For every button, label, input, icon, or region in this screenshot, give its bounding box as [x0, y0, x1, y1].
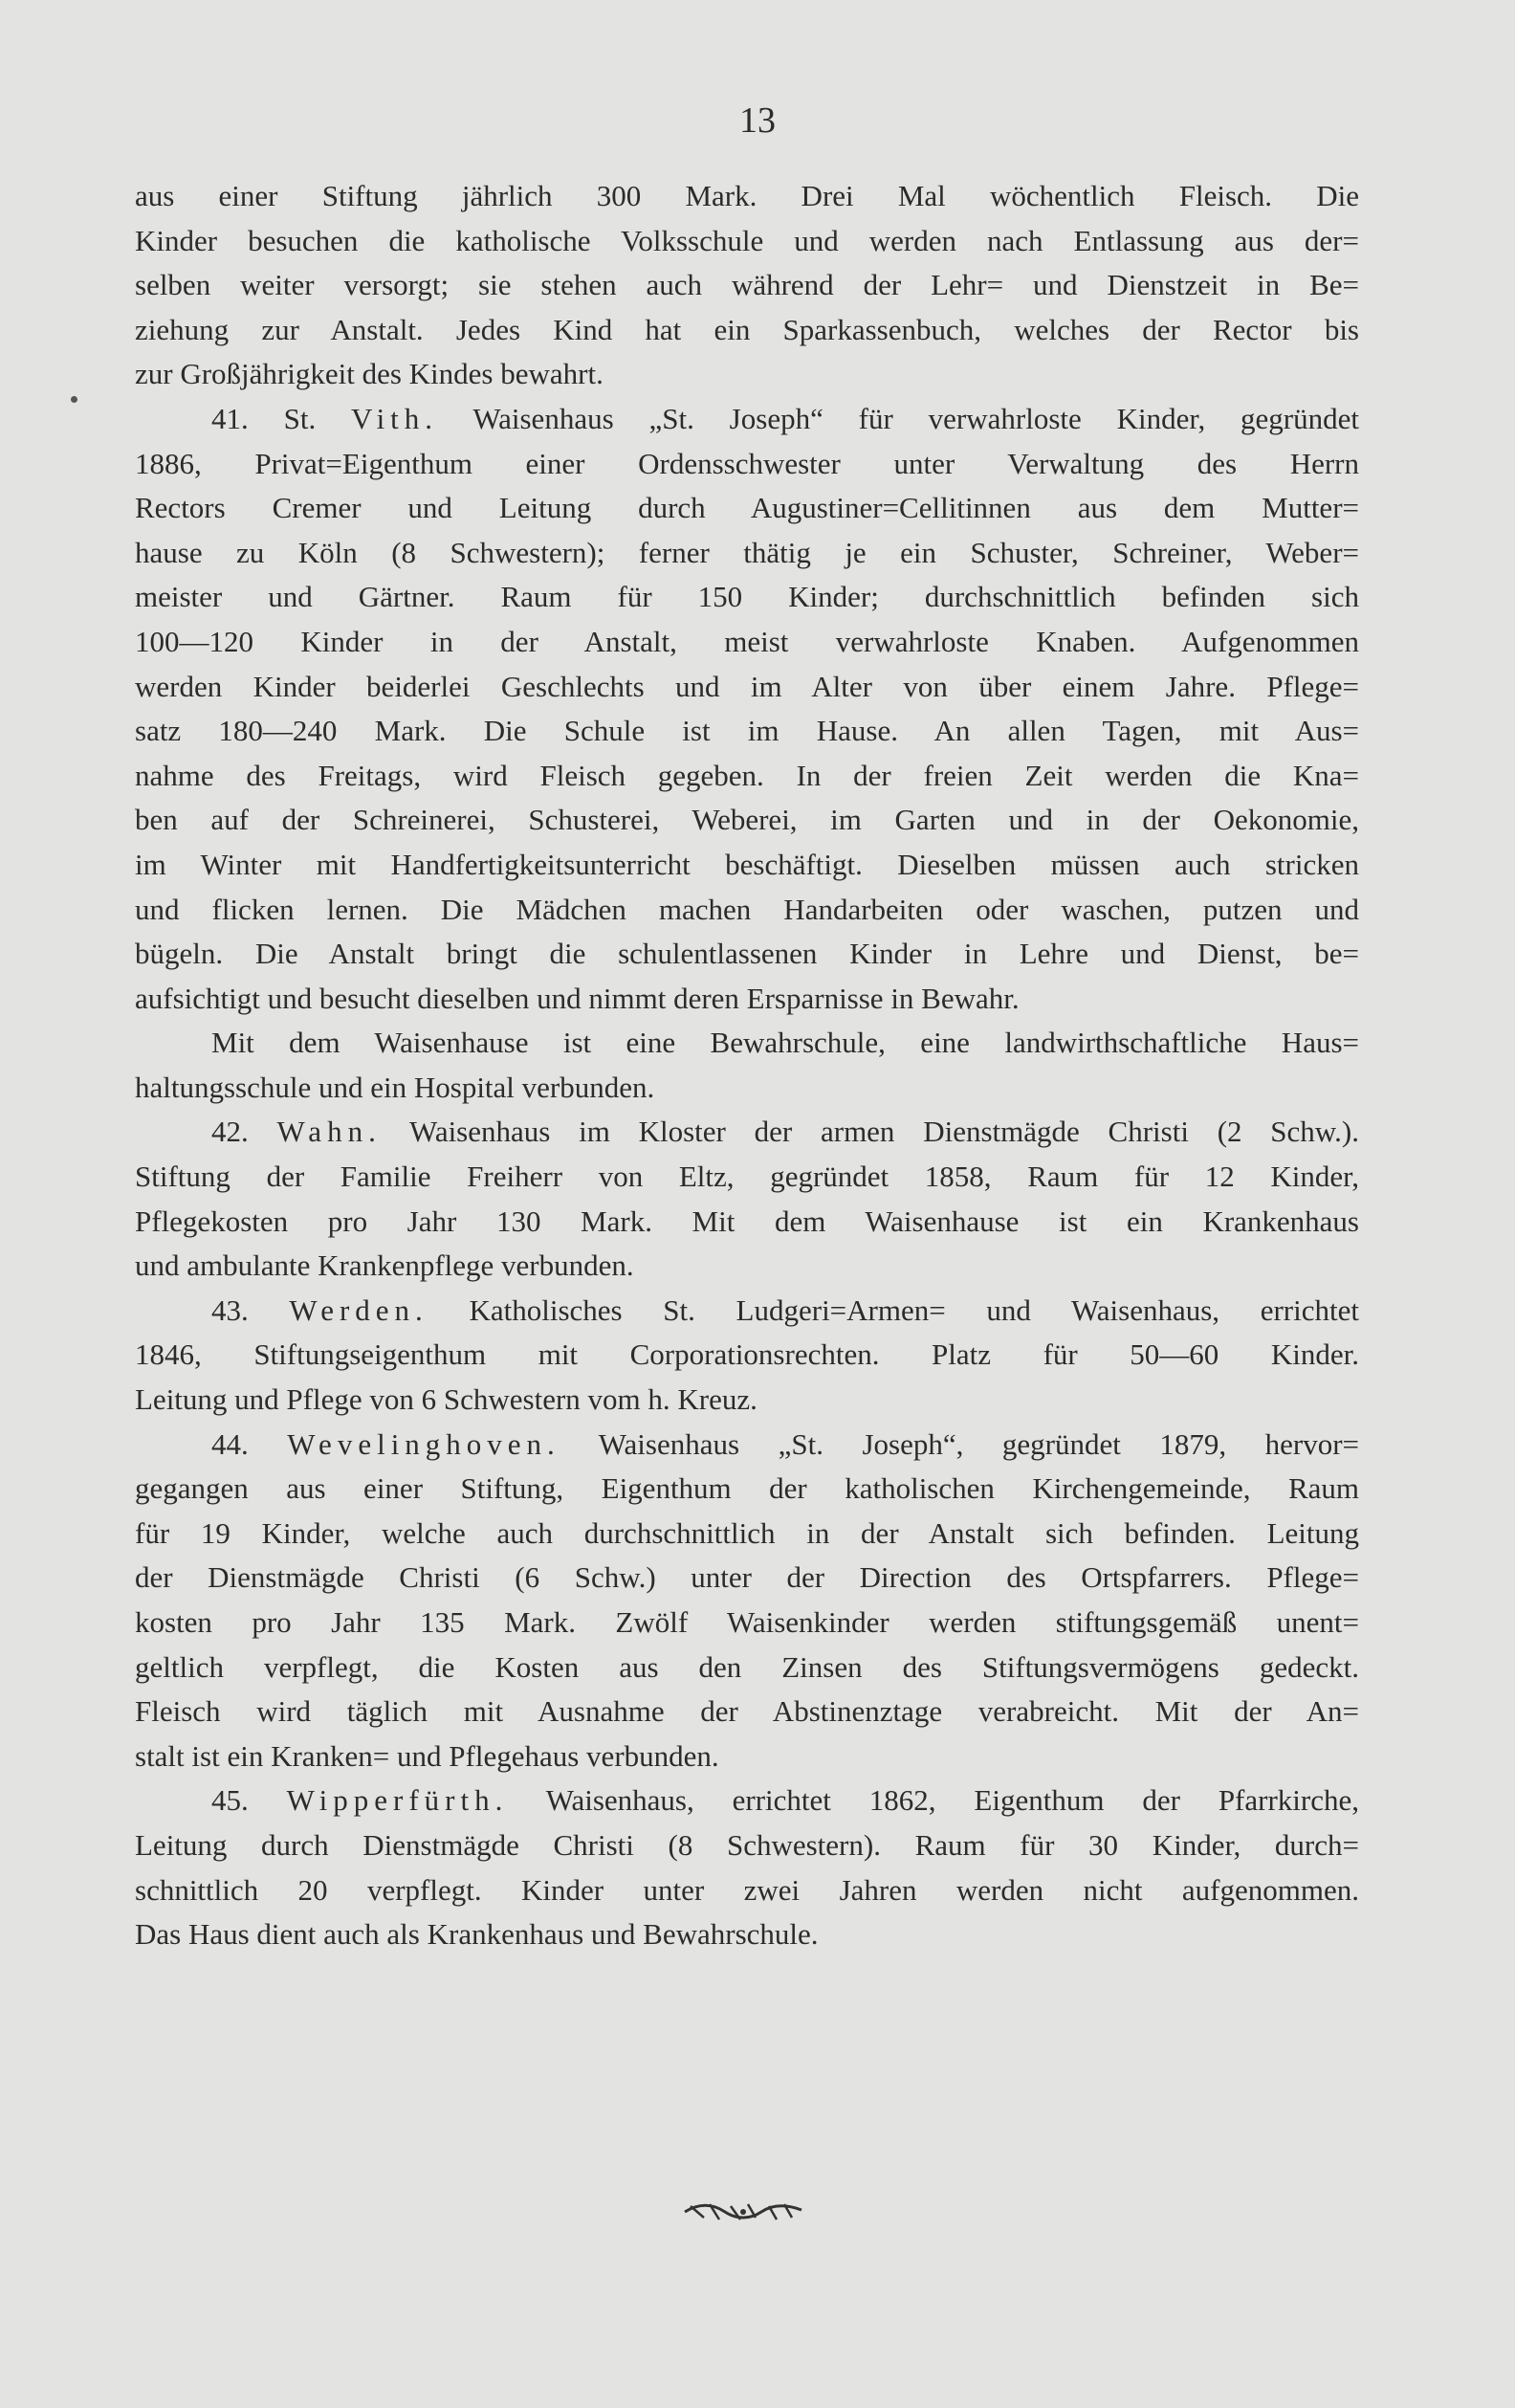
text-line — [135, 1200, 1359, 1245]
text-line — [135, 575, 1359, 620]
line-text: 100—120 Kinder in der Anstalt, meist verwahrloste Knaben. Aufgenommen — [135, 624, 1359, 658]
text-line — [135, 1912, 1359, 1957]
text-line — [135, 531, 1359, 576]
text-line — [135, 1110, 1359, 1155]
text-line — [135, 709, 1359, 754]
line-text: Mit dem Waisenhause ist eine Bewahrschule, eine landwirthschaftliche Haus= — [211, 1026, 1359, 1060]
line-text: und flicken lernen. Die Mädchen machen Handarbeiten oder waschen, putzen und — [135, 892, 1359, 926]
ornament-divider-icon — [681, 2197, 805, 2227]
text-line — [135, 1512, 1359, 1557]
line-text: ben auf der Schreinerei, Schusterei, Weberei, im Garten und in der Oekonomie, — [135, 803, 1359, 837]
place-name: Wevelinghoven. — [287, 1426, 560, 1461]
text-line — [135, 1289, 1359, 1334]
page-body-text — [135, 174, 1359, 1957]
line-text: selben weiter versorgt; sie stehen auch während der Lehr= und Dienstzeit in Be= — [135, 268, 1359, 302]
text-line — [135, 888, 1359, 933]
text-line — [135, 1066, 1359, 1111]
line-text: Leitung durch Dienstmägde Christi (8 Schwestern). Raum für 30 Kinder, durch= — [135, 1827, 1359, 1862]
entry-number: 44. — [211, 1426, 288, 1461]
text-line — [135, 1823, 1359, 1868]
line-text: haltungsschule und ein Hospital verbunden. — [135, 1070, 655, 1104]
line-text: schnittlich 20 verpflegt. Kinder unter zwei Jahren werden nicht aufgenommen. — [135, 1872, 1359, 1907]
line-text: gegangen aus einer Stiftung, Eigenthum der katholischen Kirchengemeinde, Raum — [135, 1471, 1359, 1506]
text-line — [135, 1423, 1359, 1468]
text-line — [135, 1467, 1359, 1512]
text-line — [135, 1778, 1359, 1823]
line-text: Waisenhaus, errichtet 1862, Eigenthum der Pfarrkirche, — [508, 1783, 1359, 1818]
text-line — [135, 1021, 1359, 1066]
line-text: bügeln. Die Anstalt bringt die schulentlassenen Kinder in Lehre und Dienst, be= — [135, 937, 1359, 971]
line-text: 1886, Privat=Eigenthum einer Ordensschwester unter Verwaltung des Herrn — [135, 446, 1359, 480]
entry-number: 42. — [211, 1115, 277, 1149]
text-line — [135, 1646, 1359, 1690]
line-text: Pflegekosten pro Jahr 130 Mark. Mit dem Waisenhause ist ein Krankenhaus — [135, 1204, 1359, 1238]
text-line — [135, 1690, 1359, 1734]
text-line — [135, 308, 1359, 353]
text-line — [135, 1378, 1359, 1423]
entry-number: 41. St. — [211, 401, 352, 435]
text-line — [135, 486, 1359, 531]
entry-number: 43. — [211, 1292, 290, 1327]
line-text: meister und Gärtner. Raum für 150 Kinder; durchschnittlich befinden sich — [135, 580, 1359, 614]
line-text: Rectors Cremer und Leitung durch Augustiner=Cellitinnen aus dem Mutter= — [135, 491, 1359, 525]
text-line — [135, 1868, 1359, 1913]
text-line — [135, 932, 1359, 977]
line-text: zur Großjährigkeit des Kindes bewahrt. — [135, 357, 604, 391]
line-text: aufsichtigt und besucht dieselben und nimmt deren Ersparnisse in Bewahr. — [135, 981, 1020, 1015]
text-line — [135, 977, 1359, 1022]
text-line — [135, 1556, 1359, 1601]
text-line — [135, 352, 1359, 397]
line-text: Stiftung der Familie Freiherr von Eltz, gegründet 1858, Raum für 12 Kinder, — [135, 1160, 1359, 1194]
text-line — [135, 665, 1359, 710]
text-line — [135, 1333, 1359, 1378]
text-line — [135, 843, 1359, 888]
text-line — [135, 1601, 1359, 1646]
place-name: Wahn. — [276, 1115, 382, 1149]
line-text: für 19 Kinder, welche auch durchschnittlich in der Anstalt sich befinden. Leitung — [135, 1515, 1359, 1550]
line-text: Waisenhaus im Kloster der armen Dienstmägde Christi (2 Schw.). — [381, 1115, 1360, 1149]
line-text: nahme des Freitags, wird Fleisch gegeben. In der freien Zeit werden die Kna= — [135, 758, 1359, 792]
place-name: Wipperfürth. — [286, 1783, 509, 1818]
line-text: stalt ist ein Kranken= und Pflegehaus verbunden. — [135, 1738, 719, 1773]
line-text: Waisenhaus „St. Joseph“ für verwahrloste Kinder, gegründet — [438, 401, 1359, 435]
text-line — [135, 219, 1359, 264]
text-line — [135, 442, 1359, 487]
text-line — [135, 397, 1359, 442]
line-text: Das Haus dient auch als Krankenhaus und Bewahrschule. — [135, 1917, 819, 1952]
text-line — [135, 1244, 1359, 1289]
text-line — [135, 620, 1359, 665]
text-line — [135, 1734, 1359, 1779]
text-line — [135, 1155, 1359, 1200]
line-text: im Winter mit Handfertigkeitsunterricht beschäftigt. Dieselben müssen auch stricken — [135, 847, 1359, 881]
text-line — [135, 754, 1359, 799]
entry-number: 45. — [211, 1783, 287, 1818]
line-text: Katholisches St. Ludgeri=Armen= und Waisenhaus, errichtet — [428, 1292, 1359, 1327]
line-text: geltlich verpflegt, die Kosten aus den Zinsen des Stiftungsvermögens gedeckt. — [135, 1649, 1359, 1684]
line-text: werden Kinder beiderlei Geschlechts und im Alter von über einem Jahre. Pflege= — [135, 669, 1359, 703]
line-text: der Dienstmägde Christi (6 Schw.) unter der Direction des Ortspfarrers. Pflege= — [135, 1560, 1359, 1595]
line-text: Waisenhaus „St. Joseph“, gegründet 1879, hervor= — [560, 1426, 1360, 1461]
line-text: hause zu Köln (8 Schwestern); ferner thätig je ein Schuster, Schreiner, Weber= — [135, 535, 1359, 569]
line-text: und ambulante Krankenpflege verbunden. — [135, 1248, 634, 1283]
line-text: 1846, Stiftungseigenthum mit Corporationsrechten. Platz für 50—60 Kinder. — [135, 1337, 1359, 1372]
page-number: 13 — [739, 100, 776, 141]
place-name: Werden. — [289, 1292, 428, 1327]
place-name: Vith. — [351, 401, 439, 435]
text-line — [135, 263, 1359, 308]
line-text: ziehung zur Anstalt. Jedes Kind hat ein Sparkassenbuch, welches der Rector bis — [135, 312, 1359, 346]
line-text: Leitung und Pflege von 6 Schwestern vom h. Kreuz. — [135, 1382, 758, 1417]
text-line — [135, 174, 1359, 219]
line-text: kosten pro Jahr 135 Mark. Zwölf Waisenkinder werden stiftungsgemäß unent= — [135, 1605, 1359, 1639]
text-line — [135, 798, 1359, 843]
line-text: Kinder besuchen die katholische Volksschule und werden nach Entlassung aus der= — [135, 223, 1359, 257]
line-text: satz 180—240 Mark. Die Schule ist im Hause. An allen Tagen, mit Aus= — [135, 714, 1359, 748]
line-text: Fleisch wird täglich mit Ausnahme der Abstinenztage verabreicht. Mit der An= — [135, 1694, 1359, 1729]
scan-speck — [71, 396, 77, 403]
line-text: aus einer Stiftung jährlich 300 Mark. Drei Mal wöchentlich Fleisch. Die — [135, 179, 1359, 212]
